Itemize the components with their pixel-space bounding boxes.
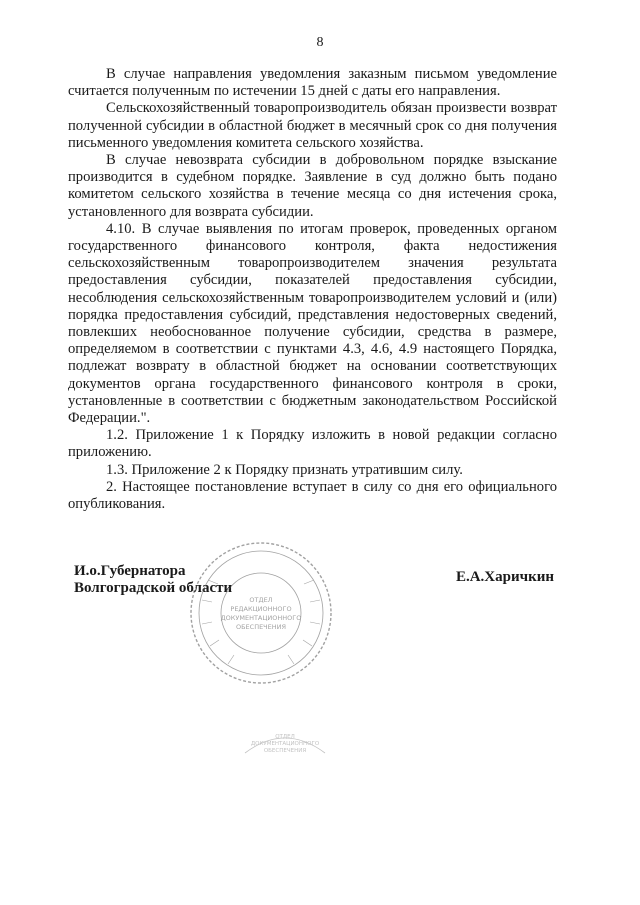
- paragraph-court-recovery: В случае невозврата субсидии в добровольном порядке взыскание производится в судебном порядке. Заявление в суд должно быть подано комитетом сельского хозяйства в течение месяца со дня истечения срока, установленного для возврата субсидии.: [68, 152, 557, 220]
- paragraph-clause-1-2: 1.2. Приложение 1 к Порядку изложить в новой редакции согласно приложению.: [68, 427, 557, 461]
- paragraph-clause-1-3: 1.3. Приложение 2 к Порядку признать утратившим силу.: [106, 461, 463, 478]
- paragraph-clause-2: 2. Настоящее постановление вступает в силу со дня его официального опубликования.: [68, 478, 557, 513]
- stamp-text-3: ОБЕСПЕЧЕНИЯ: [263, 748, 307, 754]
- document-body: [68, 66, 557, 513]
- official-seal-icon: [188, 540, 334, 686]
- paragraph-notice-delivery: В случае направления уведомления заказным письмом уведомление считается полученным по истечении 15 дней с даты его направления.: [68, 66, 557, 100]
- signatory-name: Е.А.Харичкин: [455, 569, 554, 585]
- faint-stamp-icon: [240, 718, 330, 758]
- page-number: 8: [316, 35, 324, 50]
- signatory-title-line2: Волгоградской области: [74, 580, 233, 596]
- seal-text-1: ОТДЕЛ: [249, 596, 273, 604]
- seal-text-2: РЕДАКЦИОННОГО: [230, 605, 292, 613]
- stamp-text-1: ОТДЕЛ: [275, 734, 295, 740]
- signatory-title-line1: И.о.Губернатора: [74, 563, 186, 579]
- paragraph-refund-obligation: Сельскохозяйственный товаропроизводитель обязан произвести возврат полученной субсидии в областной бюджет в месячный срок со дня получения письменного уведомления комитета сельского хозяйства.: [68, 100, 557, 151]
- seal-text-3: ДОКУМЕНТАЦИОННОГО: [220, 614, 302, 622]
- seal-text-4: ОБЕСПЕЧЕНИЯ: [235, 623, 287, 631]
- paragraph-clause-4-10: 4.10. В случае выявления по итогам проверок, проведенных органом государственного финансового контроля, факта недостижения сельскохозяйственным товаропроизводителем значения результата предоставления субсидии, показателей предоставления субсидии, несоблюдения сельскохозяйственным товаропроизводителем условий и (или) порядка предоставления субсидий, представления недостоверных сведений, повлекших необоснованное получение субсидии, средства в размере, определяемом в соответствии с пунктами 4.3, 4.6, 4.9 настоящего Порядка, подлежат возврату в областной бюджет на основании соответствующих документов органа государственного финансового контроля в сроки, установленные в соответствии с бюджетным законодательством Российской Федерации.".: [68, 220, 557, 427]
- stamp-text-2: ДОКУМЕНТАЦИОННОГО: [250, 741, 320, 747]
